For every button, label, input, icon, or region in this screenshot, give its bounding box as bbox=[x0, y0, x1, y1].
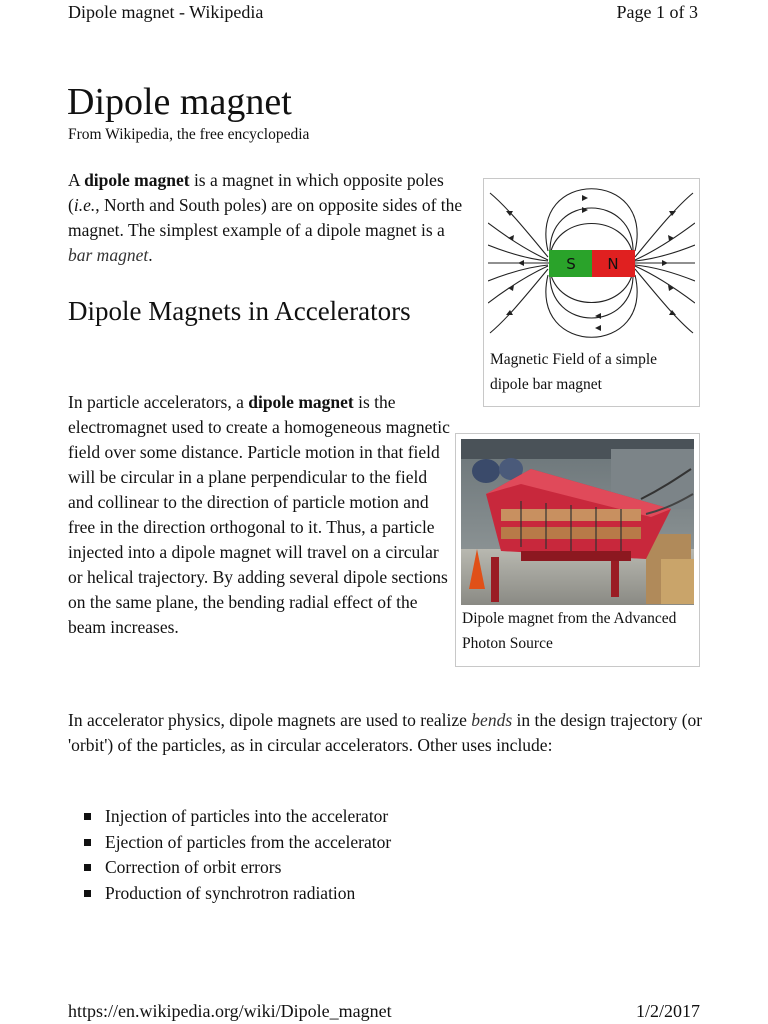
footer-url: https://en.wikipedia.org/wiki/Dipole_magnet bbox=[68, 1001, 392, 1021]
south-label: S bbox=[566, 255, 576, 273]
list-item: Injection of particles into the accelerator bbox=[84, 804, 391, 830]
bar-magnet-caption: Magnetic Field of a simple dipole bar magnet bbox=[490, 351, 658, 393]
article-tagline: From Wikipedia, the free encyclopedia bbox=[68, 126, 310, 143]
uses-list bbox=[84, 804, 391, 906]
print-header-title: Dipole magnet - Wikipedia bbox=[68, 2, 264, 22]
aps-magnet-caption: Dipole magnet from the Advanced Photon Source bbox=[462, 610, 677, 652]
page-number: Page 1 of 3 bbox=[616, 2, 698, 22]
north-label: N bbox=[607, 255, 619, 273]
term-dipole-magnet-accel: dipole magnet bbox=[248, 392, 354, 412]
bullet-icon bbox=[84, 839, 91, 846]
term-dipole-magnet: dipole magnet bbox=[84, 170, 190, 190]
list-item: Production of synchrotron radiation bbox=[84, 881, 391, 907]
aps-magnet-figure bbox=[455, 433, 700, 667]
intro-paragraph: A dipole magnet is a magnet in which opposite poles (i.e., North and South poles) are on opposite sides of the magnet. The simplest example of a dipole magnet is a bar magnet. bbox=[68, 170, 463, 265]
bar-magnet-link[interactable]: bar magnet bbox=[68, 245, 149, 265]
bends-link[interactable]: bends bbox=[471, 710, 513, 730]
bar-magnet-figure bbox=[483, 178, 700, 407]
footer-date: 1/2/2017 bbox=[635, 1001, 700, 1021]
bullet-icon bbox=[84, 890, 91, 897]
bar-magnet-field-image[interactable] bbox=[488, 183, 695, 343]
section-heading-accelerators: Dipole Magnets in Accelerators bbox=[68, 296, 411, 326]
physics-paragraph: In accelerator physics, dipole magnets are used to realize bends in the design trajectory (or 'orbit') of the particles, as in circular accelerators. Other uses include: bbox=[68, 710, 703, 755]
bullet-icon bbox=[84, 813, 91, 820]
list-item: Correction of orbit errors bbox=[84, 855, 391, 881]
aps-dipole-magnet-photo[interactable] bbox=[461, 439, 694, 605]
accelerator-paragraph: In particle accelerators, a dipole magnet is the electromagnet used to create a homogeneous magnetic field over some distance. Particle motion in that field will be circular in a plane perpendicular to the field and collinear to the direction of particle motion and free in the direction orthogonal to it. Thus, a particle injected into a dipole magnet will travel on a circular or helical trajectory. By adding several dipole sections on the same plane, the bending radial effect of the beam increases. bbox=[68, 392, 450, 637]
bullet-icon bbox=[84, 864, 91, 871]
article-title: Dipole magnet bbox=[67, 81, 292, 123]
list-item: Ejection of particles from the accelerator bbox=[84, 830, 391, 856]
